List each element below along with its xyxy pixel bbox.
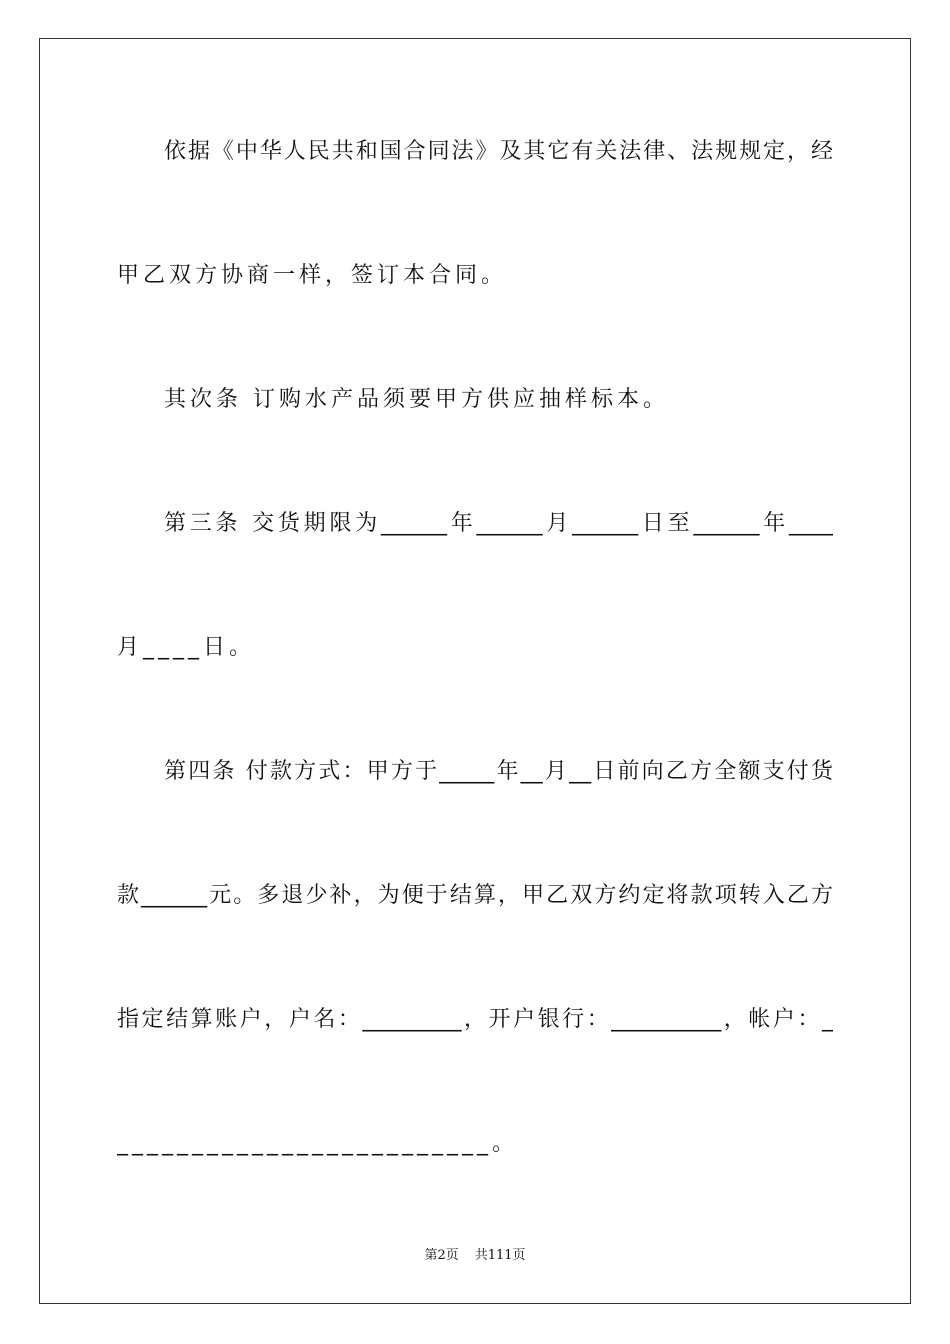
contract-text-line-1: 依据《中华人民共和国合同法》及其它有关法律、法规规定，经: [164, 139, 833, 164]
clause-4-line-3: 指定结算账户，户名：_________，开户银行：__________，帐户：_: [117, 1007, 833, 1032]
clause-3-line-2: 月____日。: [117, 635, 256, 660]
clause-4-line-4: _________________________。: [117, 1131, 519, 1156]
page-frame: [39, 38, 911, 1304]
clause-3-line-1: 第三条 交货期限为______年______月______日至______年____: [164, 511, 833, 536]
page-number: 第2页: [424, 1248, 459, 1263]
page-total: 共111页: [474, 1248, 526, 1263]
contract-text-line-2: 甲乙双方协商一样，签订本合同。: [117, 263, 508, 288]
page-footer: [0, 1246, 950, 1266]
clause-4-line-2: 款______元。多退少补，为便于结算，甲乙双方约定将款项转入乙方: [117, 883, 833, 908]
clause-2-line: 其次条 订购水产品须要甲方供应抽样标本。: [164, 387, 669, 412]
clause-4-line-1: 第四条 付款方式：甲方于_____年__月__日前向乙方全额支付货: [164, 759, 833, 784]
